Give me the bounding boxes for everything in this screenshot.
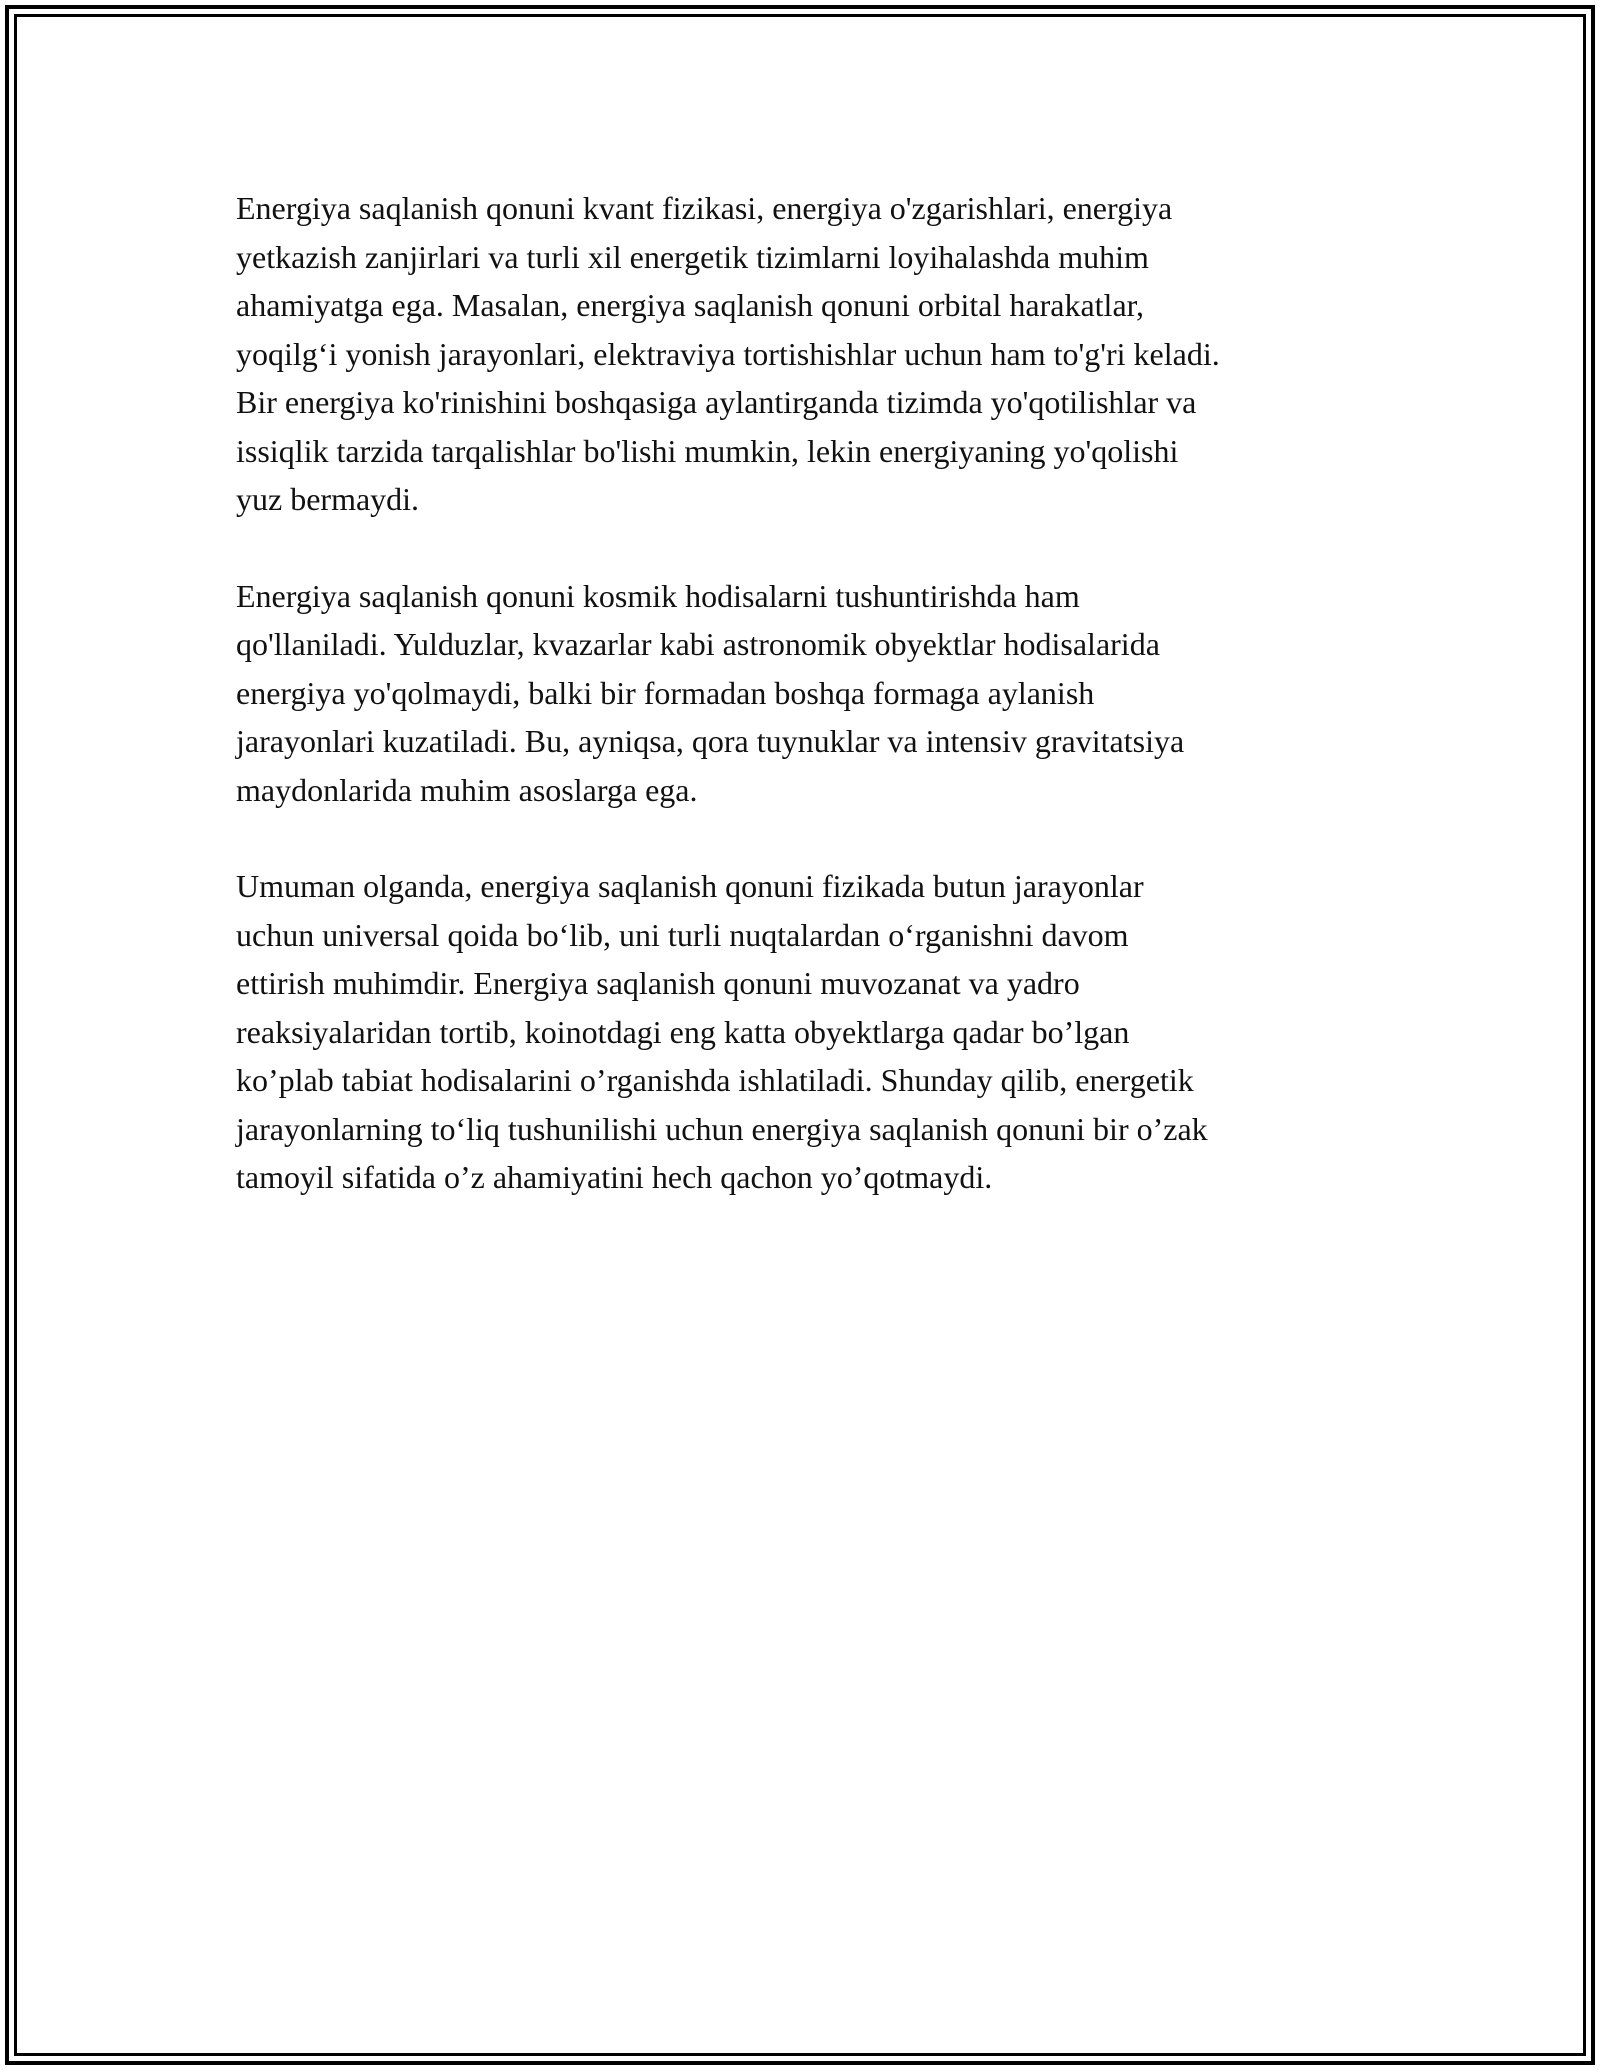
paragraph-1: Energiya saqlanish qonuni kvant fizikasi, energiya o'zgarishlari, energiya yetkazish zanjirlari va turli xil energetik tizimlarni loyihalashda muhim ahamiyatga ega. Masalan, energiya saqlanish qonuni orbital harakatlar, yoqilg‘i yonish jarayonlari, elektraviya tortishishlar uchun ham to'g'ri keladi. Bir energiya ko'rinishini boshqasiga aylantirganda tizimda yo'qotilishlar va issiqlik tarzida tarqalishlar bo'lishi mumkin, lekin energiyaning yo'qolishi yuz bermaydi. <box>236 190 1220 517</box>
paragraph-2: Energiya saqlanish qonuni kosmik hodisalarni tushuntirishda ham qo'llaniladi. Yulduzlar, kvazarlar kabi astronomik obyektlar hodisalarida energiya yo'qolmaydi, balki bir formadan boshqa formaga aylanish jarayonlari kuzatiladi. Bu, ayniqsa, qora tuynuklar va intensiv gravitatsiya maydonlarida muhim asoslarga ega. <box>236 577 1185 808</box>
document-body <box>236 184 1376 1250</box>
paragraph-3: Umuman olganda, energiya saqlanish qonuni fizikada butun jarayonlar uchun universal qoida bo‘lib, uni turli nuqtalardan o‘rganishni davom ettirish muhimdir. Energiya saqlanish qonuni muvozanat va yadro reaksiyalaridan tortib, koinotdagi eng katta obyektlarga qadar bo’lgan ko’plab tabiat hodisalarini o’rganishda ishlatiladi. Shunday qilib, energetik jarayonlarning to‘liq tushunilishi uchun energiya saqlanish qonuni bir o’zak tamoyil sifatida o’z ahamiyatini hech qachon yo’qotmaydi. <box>236 868 1208 1195</box>
